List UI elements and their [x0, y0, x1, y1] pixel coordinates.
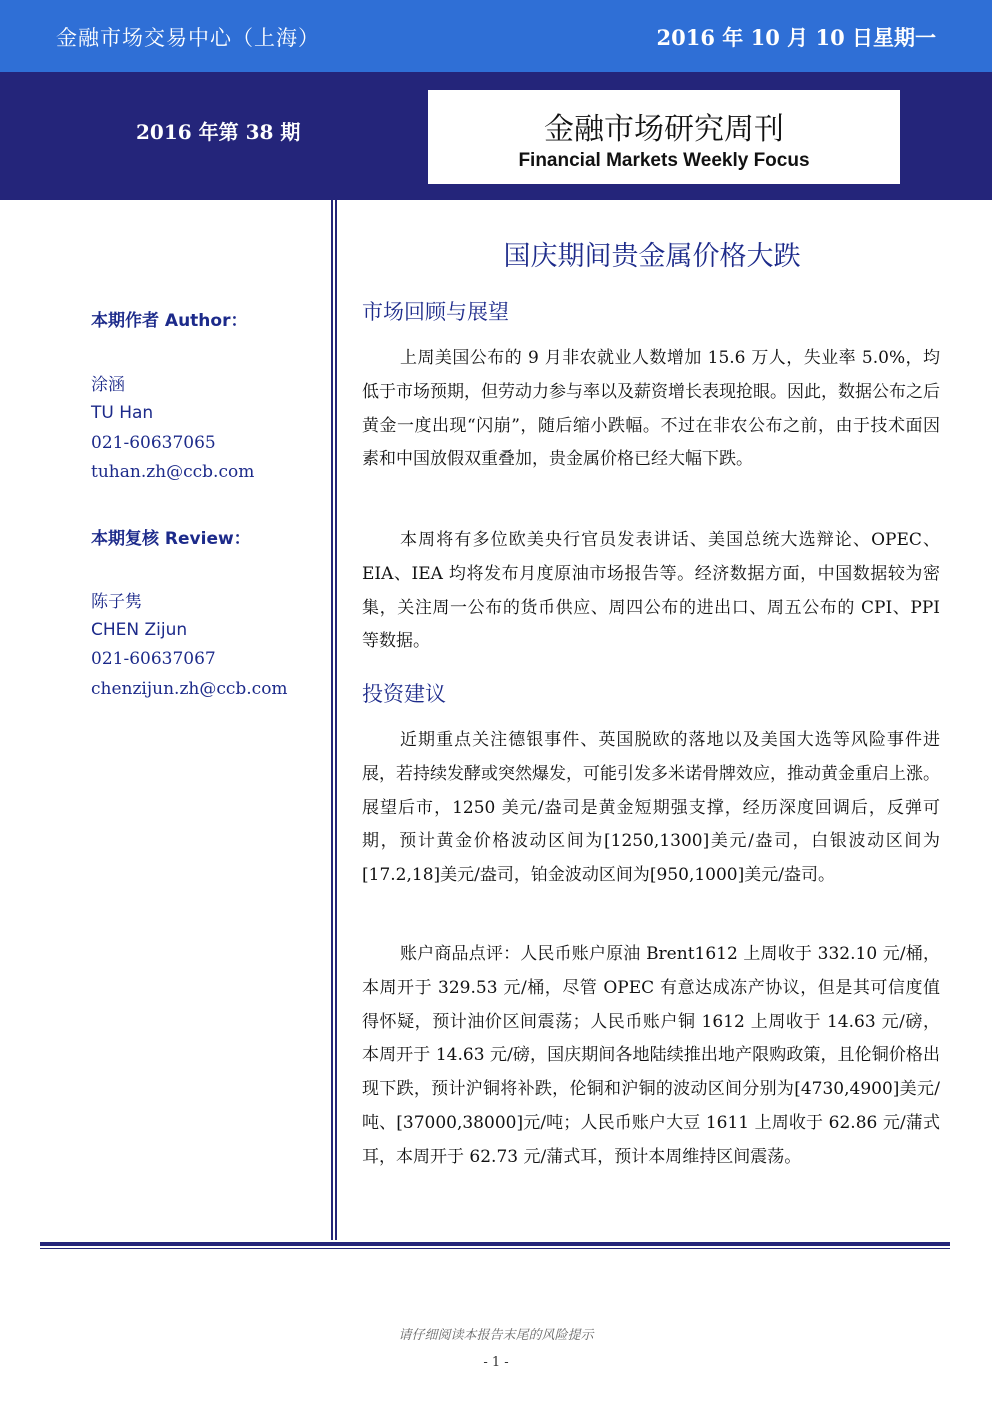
- reviewer-email[interactable]: chenzijun.zh@ccb.com: [91, 679, 288, 699]
- title-box: [428, 90, 900, 184]
- publication-title: 金融市场研究周刊: [544, 112, 784, 147]
- risk-warning-note: 请仔细阅读本报告末尾的风险提示: [398, 1328, 594, 1343]
- section-heading-investment-advice: 投资建议: [362, 682, 446, 706]
- top-banner: [0, 0, 992, 72]
- paragraph: 近期重点关注德银事件、英国脱欧的落地以及美国大选等风险事件进展，若持续发酵或突然爆发，可能引发多米诺骨牌效应，推动黄金重启上涨。展望后市，1250 美元/盎司是黄金短期强支撑，经历深度回调后，反弹可期，预计黄金价格波动区间为[1250,1300]美元/盎司，白银波动区间为[17.2,18]美元/盎司，铂金波动区间为[950,1000]美元/盎司。: [362, 730, 940, 886]
- org-name: 金融市场交易中心（上海）: [56, 26, 320, 50]
- column-divider: [331, 200, 337, 1240]
- paragraph: 本周将有多位欧美央行官员发表讲话、美国总统大选辩论、OPEC、EIA、IEA 均将发布月度原油市场报告等。经济数据方面，中国数据较为密集，关注周一公布的货币供应、周四公布的进出口、周五公布的 CPI、PPI 等数据。: [362, 530, 940, 652]
- author-name-cn: 涂涵: [91, 375, 125, 395]
- issue-number: 2016 年第 38 期: [136, 120, 301, 144]
- author-phone: 021-60637065: [91, 433, 216, 453]
- author-email[interactable]: tuhan.zh@ccb.com: [91, 462, 255, 482]
- masthead: [0, 72, 992, 200]
- review-heading: 本期复核 Review：: [91, 529, 251, 549]
- page-number: - 1 -: [483, 1355, 509, 1370]
- publication-subtitle: Financial Markets Weekly Focus: [518, 150, 810, 171]
- reviewer-phone: 021-60637067: [91, 649, 216, 669]
- section-heading-market-review: 市场回顾与展望: [362, 300, 509, 324]
- article-title: 国庆期间贵金属价格大跌: [503, 241, 801, 272]
- author-heading: 本期作者 Author：: [91, 311, 248, 331]
- author-name-en: TU Han: [91, 403, 154, 423]
- footer-rule: [40, 1242, 950, 1246]
- reviewer-name-cn: 陈子隽: [91, 592, 142, 612]
- paragraph: 账户商品点评：人民币账户原油 Brent1612 上周收于 332.10 元/桶，本周开于 329.53 元/桶，尽管 OPEC 有意达成冻产协议，但是其可信度值得怀疑，预计油价区间震荡；人民币账户铜 1612 上周收于 14.63 元/磅，本周开于 14.63 元/磅，国庆期间各地陆续推出地产限购政策，且伦铜价格出现下跌，预计沪铜将补跌，伦铜和沪铜的波动区间分别为[4730,4900]美元/吨、[37000,38000]元/吨；人民币账户大豆 1611 上周收于 62.86 元/蒲式耳，本周开于 62.73 元/蒲式耳，预计本周维持区间震荡。: [362, 944, 940, 1167]
- paragraph: 上周美国公布的 9 月非农就业人数增加 15.6 万人，失业率 5.0%，均低于市场预期，但劳动力参与率以及薪资增长表现抢眼。因此，数据公布之后黄金一度出现“闪崩”，随后缩小跌幅。不过在非农公布之前，由于技术面因素和中国放假双重叠加，贵金属价格已经大幅下跌。: [362, 348, 940, 470]
- report-date: 2016 年 10 月 10 日星期一: [656, 25, 936, 50]
- footer-rule-thin: [40, 1248, 950, 1249]
- reviewer-name-en: CHEN Zijun: [91, 620, 188, 640]
